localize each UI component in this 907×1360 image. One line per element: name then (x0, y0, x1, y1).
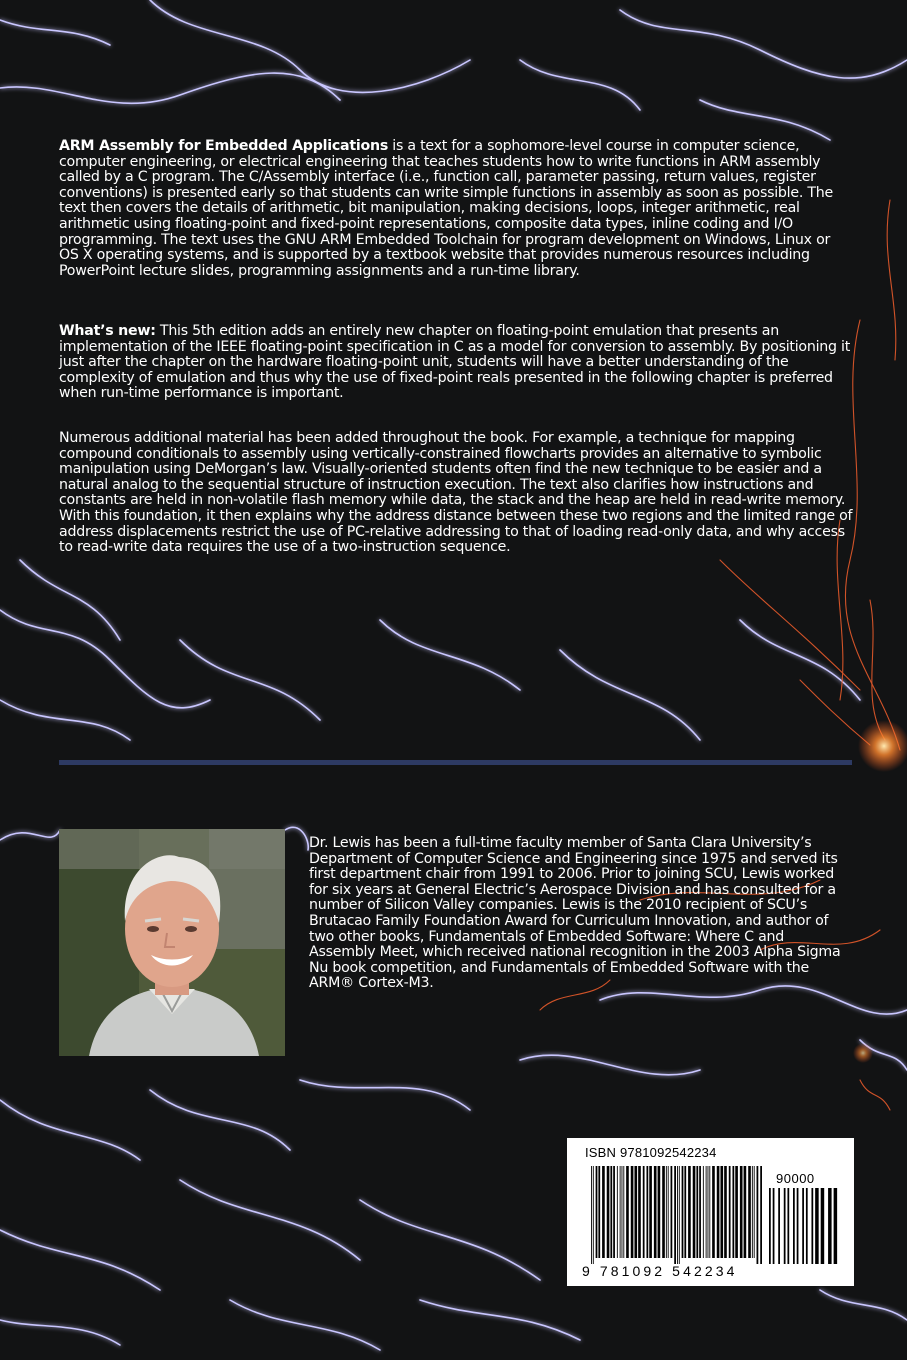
barcode-bar (613, 1166, 615, 1258)
ean-barcode-bars (591, 1166, 763, 1264)
barcode-bar (699, 1166, 701, 1258)
barcode-bar (708, 1166, 709, 1258)
author-photo (59, 829, 285, 1056)
barcode-bar (674, 1166, 676, 1264)
barcode-bar (682, 1166, 684, 1258)
barcode-bar (598, 1166, 600, 1258)
barcode-bar (684, 1166, 686, 1258)
barcode-bar (649, 1166, 652, 1258)
barcode-bar (677, 1166, 678, 1264)
barcode-bar (797, 1188, 799, 1264)
barcode-bar (626, 1166, 629, 1258)
whats-new-label: What’s new: (59, 323, 156, 339)
barcode-bar (591, 1166, 592, 1264)
barcode-bar (784, 1188, 786, 1264)
barcode-bar (638, 1166, 641, 1258)
barcode-bar (643, 1166, 645, 1258)
barcode-bar (703, 1166, 704, 1258)
barcode-bar (834, 1188, 838, 1264)
barcode-bar (679, 1166, 680, 1264)
book-title: ARM Assembly for Embedded Applications (59, 138, 389, 154)
barcode-bar (821, 1188, 825, 1264)
price-code: 90000 (776, 1171, 815, 1186)
barcode-bar (778, 1188, 780, 1264)
addon-barcode-bars (769, 1188, 841, 1264)
barcode-bar (593, 1166, 594, 1264)
barcode-bar (666, 1166, 667, 1258)
barcode-bar (671, 1166, 673, 1258)
barcode-bar (744, 1166, 747, 1258)
whats-new-text: This 5th edition adds an entirely new chapter on floating-point emulation that presents an implementation of the IEEE floating-point specification in C as a model for conversion to assembly. By positioning it just after the chapter on the hardware floating-point unit, students will have a better understanding of the complexity of emulation and thus why the use of fixed-point reals presented in the following chapter is preferred when run-time performance is important. (59, 323, 851, 402)
barcode-bar (717, 1166, 720, 1258)
barcode-bar (712, 1166, 715, 1258)
barcode-bar (668, 1166, 669, 1258)
barcode-bar (646, 1166, 648, 1258)
barcode-bar (760, 1166, 762, 1264)
barcode-bar (706, 1166, 707, 1258)
barcode-bar (729, 1166, 731, 1258)
isbn-barcode (567, 1138, 854, 1286)
barcode-bar (654, 1166, 657, 1258)
barcode-bar (623, 1166, 624, 1258)
barcode-bar (811, 1188, 813, 1264)
barcode-bar (662, 1166, 665, 1258)
barcode-bar (773, 1188, 775, 1264)
barcode-bar (752, 1166, 753, 1258)
barcode-bar (748, 1166, 751, 1258)
barcode-bar (607, 1166, 610, 1258)
barcode-bar (732, 1166, 734, 1258)
barcode-bar (693, 1166, 696, 1258)
barcode-bar (610, 1166, 612, 1258)
barcode-bar (617, 1166, 618, 1258)
barcode-bar (631, 1166, 634, 1258)
whats-new-paragraph (59, 324, 853, 402)
barcode-bar (757, 1166, 759, 1264)
barcode-bar (787, 1188, 789, 1264)
barcode-bar (793, 1188, 795, 1264)
barcode-bar (806, 1188, 808, 1264)
barcode-bar (709, 1166, 710, 1258)
book-description-text: is a text for a sophomore-level course in computer science, computer engineering, or electrical engineering that teaches students how to write functions in ARM assembly called by a C program. The C/Assembly interface (i.e., function call, parameter passing, return values, register conventions) is presented early so that students can write simple functions in assembly as soon as possible. The text then covers the details of arithmetic, bit manipulation, making decisions, loops, integer arithmetic, real arithmetic using floating-point and fixed-point representations, composite data types, inline coding and I/O programming. The text uses the GNU ARM Embedded Toolchain for program development on Windows, Linux or OS X operating systems, and is supported by a textbook website that provides numerous resources including PowerPoint lecture slides, programming assignments and a run-time library. (59, 138, 833, 279)
author-bio: Dr. Lewis has been a full-time faculty member of Santa Clara University’s Department of Computer Science and Engineering since 1975 and served its first department chair from 1991 to 2006. Prior to joining SCU, Lewis worked for six years at General Electric’s Aerospace Division and has consulted for a number of Silicon Valley companies. Lewis is the 2010 recipient of SCU’s Brutacao Family Foundation Award for Curriculum Innovation, and author of two other books, Fundamentals of Embedded Software: Where C and Assembly Meet, which received national recognition in the 2003 Alpha Sigma Nu book competition, and Fundamentals of Embedded Software with the ARM® Cortex-M3. (309, 835, 841, 992)
barcode-bar (720, 1166, 723, 1258)
barcode-bar (815, 1188, 819, 1264)
barcode-bar (802, 1188, 804, 1264)
barcode-bar (688, 1166, 691, 1258)
barcode-bar (769, 1188, 771, 1264)
barcode-bar (622, 1166, 623, 1258)
section-divider (59, 760, 852, 765)
barcode-bar (602, 1166, 605, 1258)
barcode-bar (724, 1166, 727, 1258)
isbn-label: ISBN 9781092542234 (585, 1145, 717, 1160)
barcode-bar (596, 1166, 598, 1258)
additional-material-paragraph: Numerous additional material has been added throughout the book. For example, a technique for mapping compound conditionals to assembly using vertically-constrained flowcharts provides an alternative to symbolic manipulation using DeMorgan’s law. Visually-oriented students often find the new technique to be easier and a natural analog to the sequential structure of instruction execution. The text also clarifies how instructions and constants are held in non-volatile flash memory while data, the stack and the heap are held in read-write memory. With this foundation, it then explains why the address distance between these two regions and the limited range of address displacements restrict the use of PC-relative addressing to that of loading read-only data, and why access to read-write data requires the use of a two-instruction sequence. (59, 430, 853, 556)
barcode-bar (634, 1166, 637, 1258)
barcode-bar (740, 1166, 743, 1258)
barcode-bar (696, 1166, 698, 1258)
book-description-paragraph (59, 139, 853, 279)
barcode-bar (828, 1188, 832, 1264)
barcode-bar (754, 1166, 755, 1258)
ean-digits: 9 781092 542234 (582, 1263, 738, 1279)
barcode-bar (620, 1166, 621, 1258)
barcode-bar (658, 1166, 661, 1258)
barcode-bar (735, 1166, 738, 1258)
